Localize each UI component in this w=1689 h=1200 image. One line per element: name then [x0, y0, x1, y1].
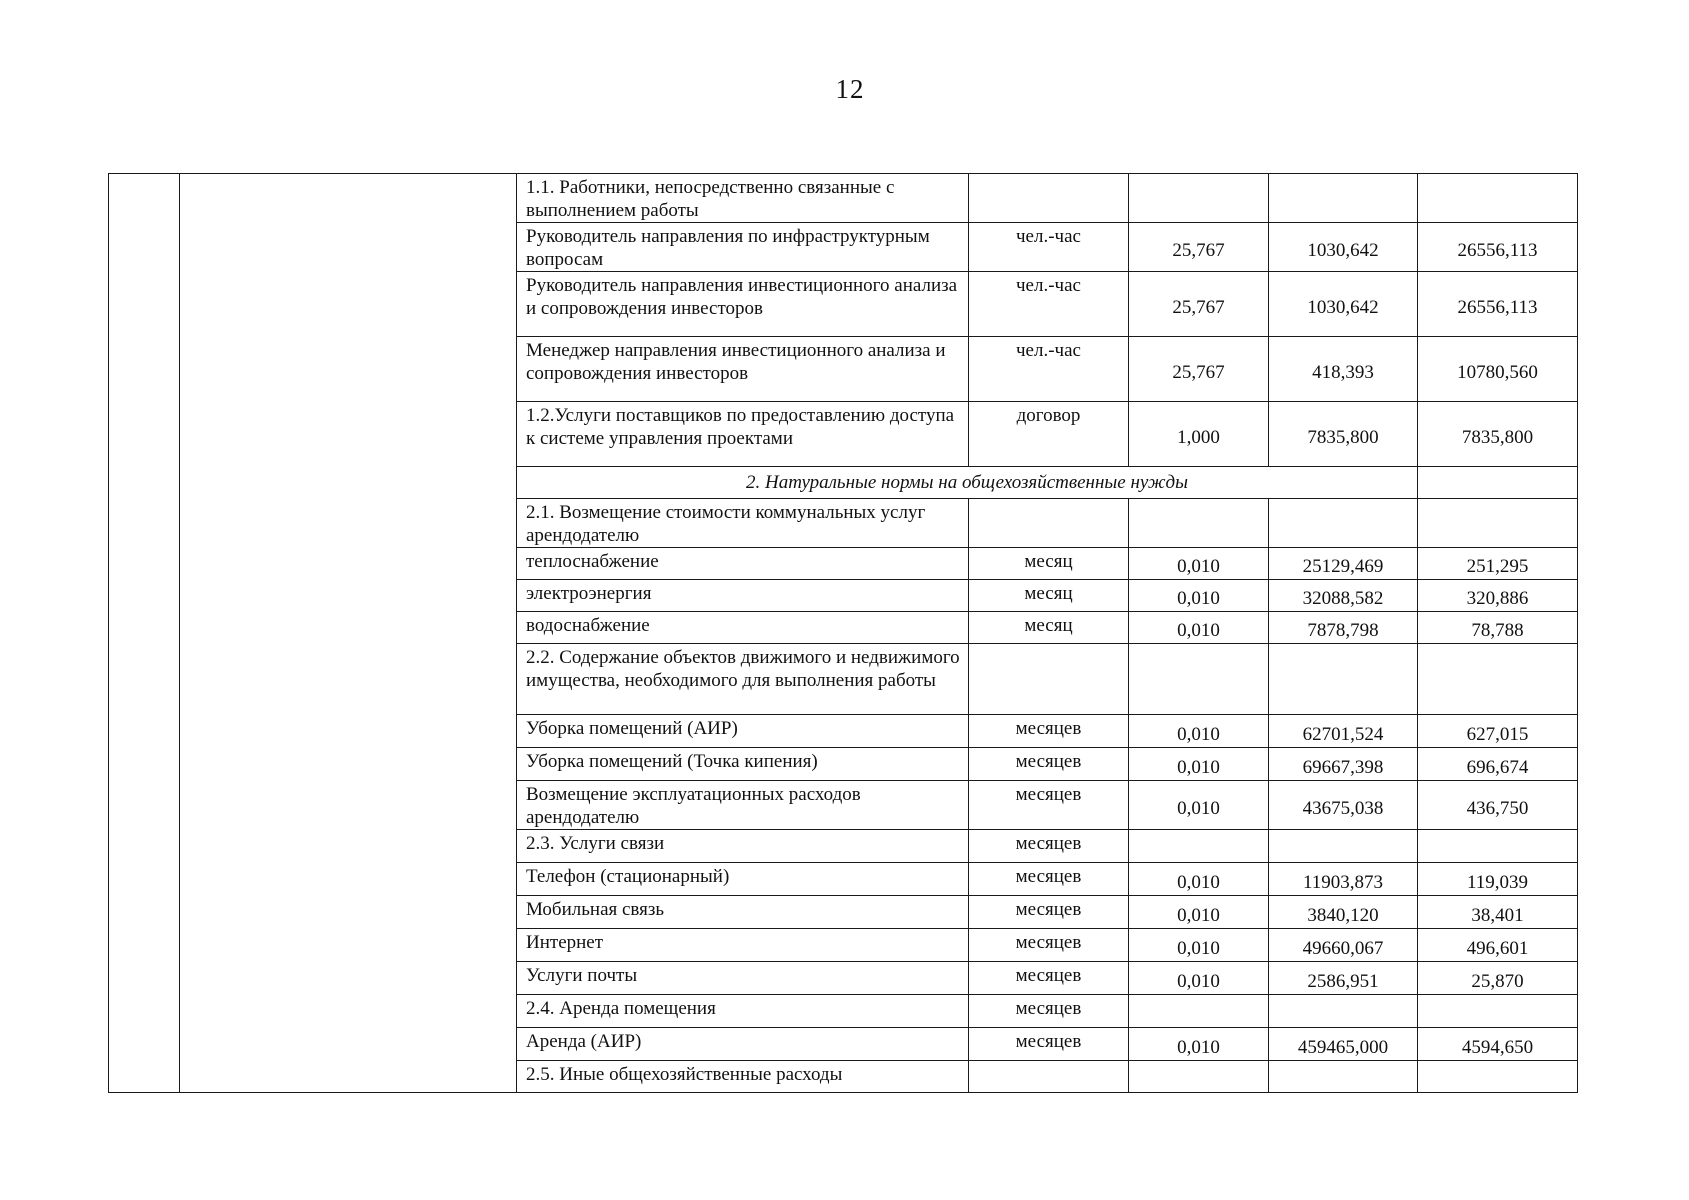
- price-cell: 62701,524: [1269, 715, 1418, 748]
- unit-cell: [969, 499, 1129, 548]
- sum-cell: 78,788: [1418, 612, 1578, 644]
- price-cell: 3840,120: [1269, 896, 1418, 929]
- price-cell: 418,393: [1269, 337, 1418, 402]
- item-name-cell: Уборка помещений (АИР): [517, 715, 969, 748]
- item-name-cell: 2.2. Содержание объектов движимого и недвижимого имущества, необходимого для выполнения работы: [517, 644, 969, 715]
- unit-cell: месяцев: [969, 715, 1129, 748]
- price-cell: [1269, 1061, 1418, 1093]
- sum-cell: 25,870: [1418, 962, 1578, 995]
- quantity-cell: 0,010: [1129, 896, 1269, 929]
- unit-cell: месяцев: [969, 896, 1129, 929]
- sum-cell: 627,015: [1418, 715, 1578, 748]
- unit-cell: [969, 174, 1129, 223]
- price-cell: 7835,800: [1269, 402, 1418, 467]
- unit-cell: месяцев: [969, 748, 1129, 781]
- sum-cell: 119,039: [1418, 863, 1578, 896]
- sum-cell: [1418, 174, 1578, 223]
- blank-number-column: [109, 174, 180, 1093]
- price-cell: 1030,642: [1269, 272, 1418, 337]
- unit-cell: месяцев: [969, 1028, 1129, 1061]
- unit-cell: [969, 1061, 1129, 1093]
- quantity-cell: 0,010: [1129, 929, 1269, 962]
- quantity-cell: 0,010: [1129, 580, 1269, 612]
- quantity-cell: 0,010: [1129, 962, 1269, 995]
- item-name-cell: Аренда (АИР): [517, 1028, 969, 1061]
- unit-cell: договор: [969, 402, 1129, 467]
- sum-cell: 251,295: [1418, 548, 1578, 580]
- price-cell: 69667,398: [1269, 748, 1418, 781]
- unit-cell: месяцев: [969, 781, 1129, 830]
- item-name-cell: Телефон (стационарный): [517, 863, 969, 896]
- item-name-cell: Руководитель направления по инфраструктурным вопросам: [517, 223, 969, 272]
- table-body: [109, 174, 1578, 1093]
- sum-cell: 26556,113: [1418, 272, 1578, 337]
- price-cell: [1269, 995, 1418, 1028]
- table-row: [109, 174, 1578, 223]
- unit-cell: месяцев: [969, 995, 1129, 1028]
- quantity-cell: 25,767: [1129, 272, 1269, 337]
- item-name-cell: Мобильная связь: [517, 896, 969, 929]
- quantity-cell: [1129, 830, 1269, 863]
- quantity-cell: 1,000: [1129, 402, 1269, 467]
- blank-service-column: [180, 174, 517, 1093]
- quantity-cell: 0,010: [1129, 612, 1269, 644]
- sum-cell: 496,601: [1418, 929, 1578, 962]
- sum-cell: [1418, 1061, 1578, 1093]
- sum-cell: 10780,560: [1418, 337, 1578, 402]
- item-name-cell: 2.5. Иные общехозяйственные расходы: [517, 1061, 969, 1093]
- quantity-cell: 0,010: [1129, 715, 1269, 748]
- unit-cell: чел.-час: [969, 337, 1129, 402]
- sum-cell: [1418, 995, 1578, 1028]
- price-cell: 11903,873: [1269, 863, 1418, 896]
- item-name-cell: Руководитель направления инвестиционного анализа и сопровождения инвесторов: [517, 272, 969, 337]
- page-number: 12: [835, 74, 865, 104]
- quantity-cell: [1129, 1061, 1269, 1093]
- unit-cell: месяцев: [969, 929, 1129, 962]
- item-name-cell: 2.1. Возмещение стоимости коммунальных услуг арендодателю: [517, 499, 969, 548]
- sum-cell: 7835,800: [1418, 402, 1578, 467]
- sum-cell: 696,674: [1418, 748, 1578, 781]
- price-cell: 43675,038: [1269, 781, 1418, 830]
- price-cell: 1030,642: [1269, 223, 1418, 272]
- quantity-cell: 25,767: [1129, 223, 1269, 272]
- price-cell: [1269, 830, 1418, 863]
- item-name-cell: Менеджер направления инвестиционного анализа и сопровождения инвесторов: [517, 337, 969, 402]
- item-name-cell: водоснабжение: [517, 612, 969, 644]
- item-name-cell: 2.3. Услуги связи: [517, 830, 969, 863]
- empty-sum-cell: [1418, 467, 1578, 499]
- cost-norms-table: [108, 173, 1578, 1093]
- unit-cell: месяц: [969, 548, 1129, 580]
- price-cell: 7878,798: [1269, 612, 1418, 644]
- unit-cell: месяц: [969, 580, 1129, 612]
- price-cell: 459465,000: [1269, 1028, 1418, 1061]
- item-name-cell: 1.2.Услуги поставщиков по предоставлению доступа к системе управления проектами: [517, 402, 969, 467]
- quantity-cell: [1129, 499, 1269, 548]
- price-cell: 32088,582: [1269, 580, 1418, 612]
- item-name-cell: электроэнергия: [517, 580, 969, 612]
- quantity-cell: [1129, 174, 1269, 223]
- unit-cell: месяцев: [969, 830, 1129, 863]
- price-cell: [1269, 174, 1418, 223]
- quantity-cell: 0,010: [1129, 863, 1269, 896]
- quantity-cell: 0,010: [1129, 748, 1269, 781]
- price-cell: 2586,951: [1269, 962, 1418, 995]
- sum-cell: 436,750: [1418, 781, 1578, 830]
- sum-cell: 4594,650: [1418, 1028, 1578, 1061]
- sum-cell: 320,886: [1418, 580, 1578, 612]
- sum-cell: [1418, 499, 1578, 548]
- unit-cell: чел.-час: [969, 223, 1129, 272]
- quantity-cell: 0,010: [1129, 1028, 1269, 1061]
- quantity-cell: 0,010: [1129, 548, 1269, 580]
- item-name-cell: Возмещение эксплуатационных расходов арендодателю: [517, 781, 969, 830]
- quantity-cell: [1129, 995, 1269, 1028]
- item-name-cell: 2.4. Аренда помещения: [517, 995, 969, 1028]
- item-name-cell: 1.1. Работники, непосредственно связанные с выполнением работы: [517, 174, 969, 223]
- item-name-cell: теплоснабжение: [517, 548, 969, 580]
- sum-cell: [1418, 830, 1578, 863]
- item-name-cell: Услуги почты: [517, 962, 969, 995]
- section-title: 2. Натуральные нормы на общехозяйственные нужды: [517, 467, 1418, 499]
- price-cell: [1269, 499, 1418, 548]
- price-cell: 25129,469: [1269, 548, 1418, 580]
- unit-cell: чел.-час: [969, 272, 1129, 337]
- price-cell: [1269, 644, 1418, 715]
- quantity-cell: 25,767: [1129, 337, 1269, 402]
- item-name-cell: Интернет: [517, 929, 969, 962]
- unit-cell: месяцев: [969, 863, 1129, 896]
- sum-cell: 38,401: [1418, 896, 1578, 929]
- unit-cell: [969, 644, 1129, 715]
- unit-cell: месяц: [969, 612, 1129, 644]
- quantity-cell: 0,010: [1129, 781, 1269, 830]
- quantity-cell: [1129, 644, 1269, 715]
- price-cell: 49660,067: [1269, 929, 1418, 962]
- unit-cell: месяцев: [969, 962, 1129, 995]
- sum-cell: [1418, 644, 1578, 715]
- item-name-cell: Уборка помещений (Точка кипения): [517, 748, 969, 781]
- sum-cell: 26556,113: [1418, 223, 1578, 272]
